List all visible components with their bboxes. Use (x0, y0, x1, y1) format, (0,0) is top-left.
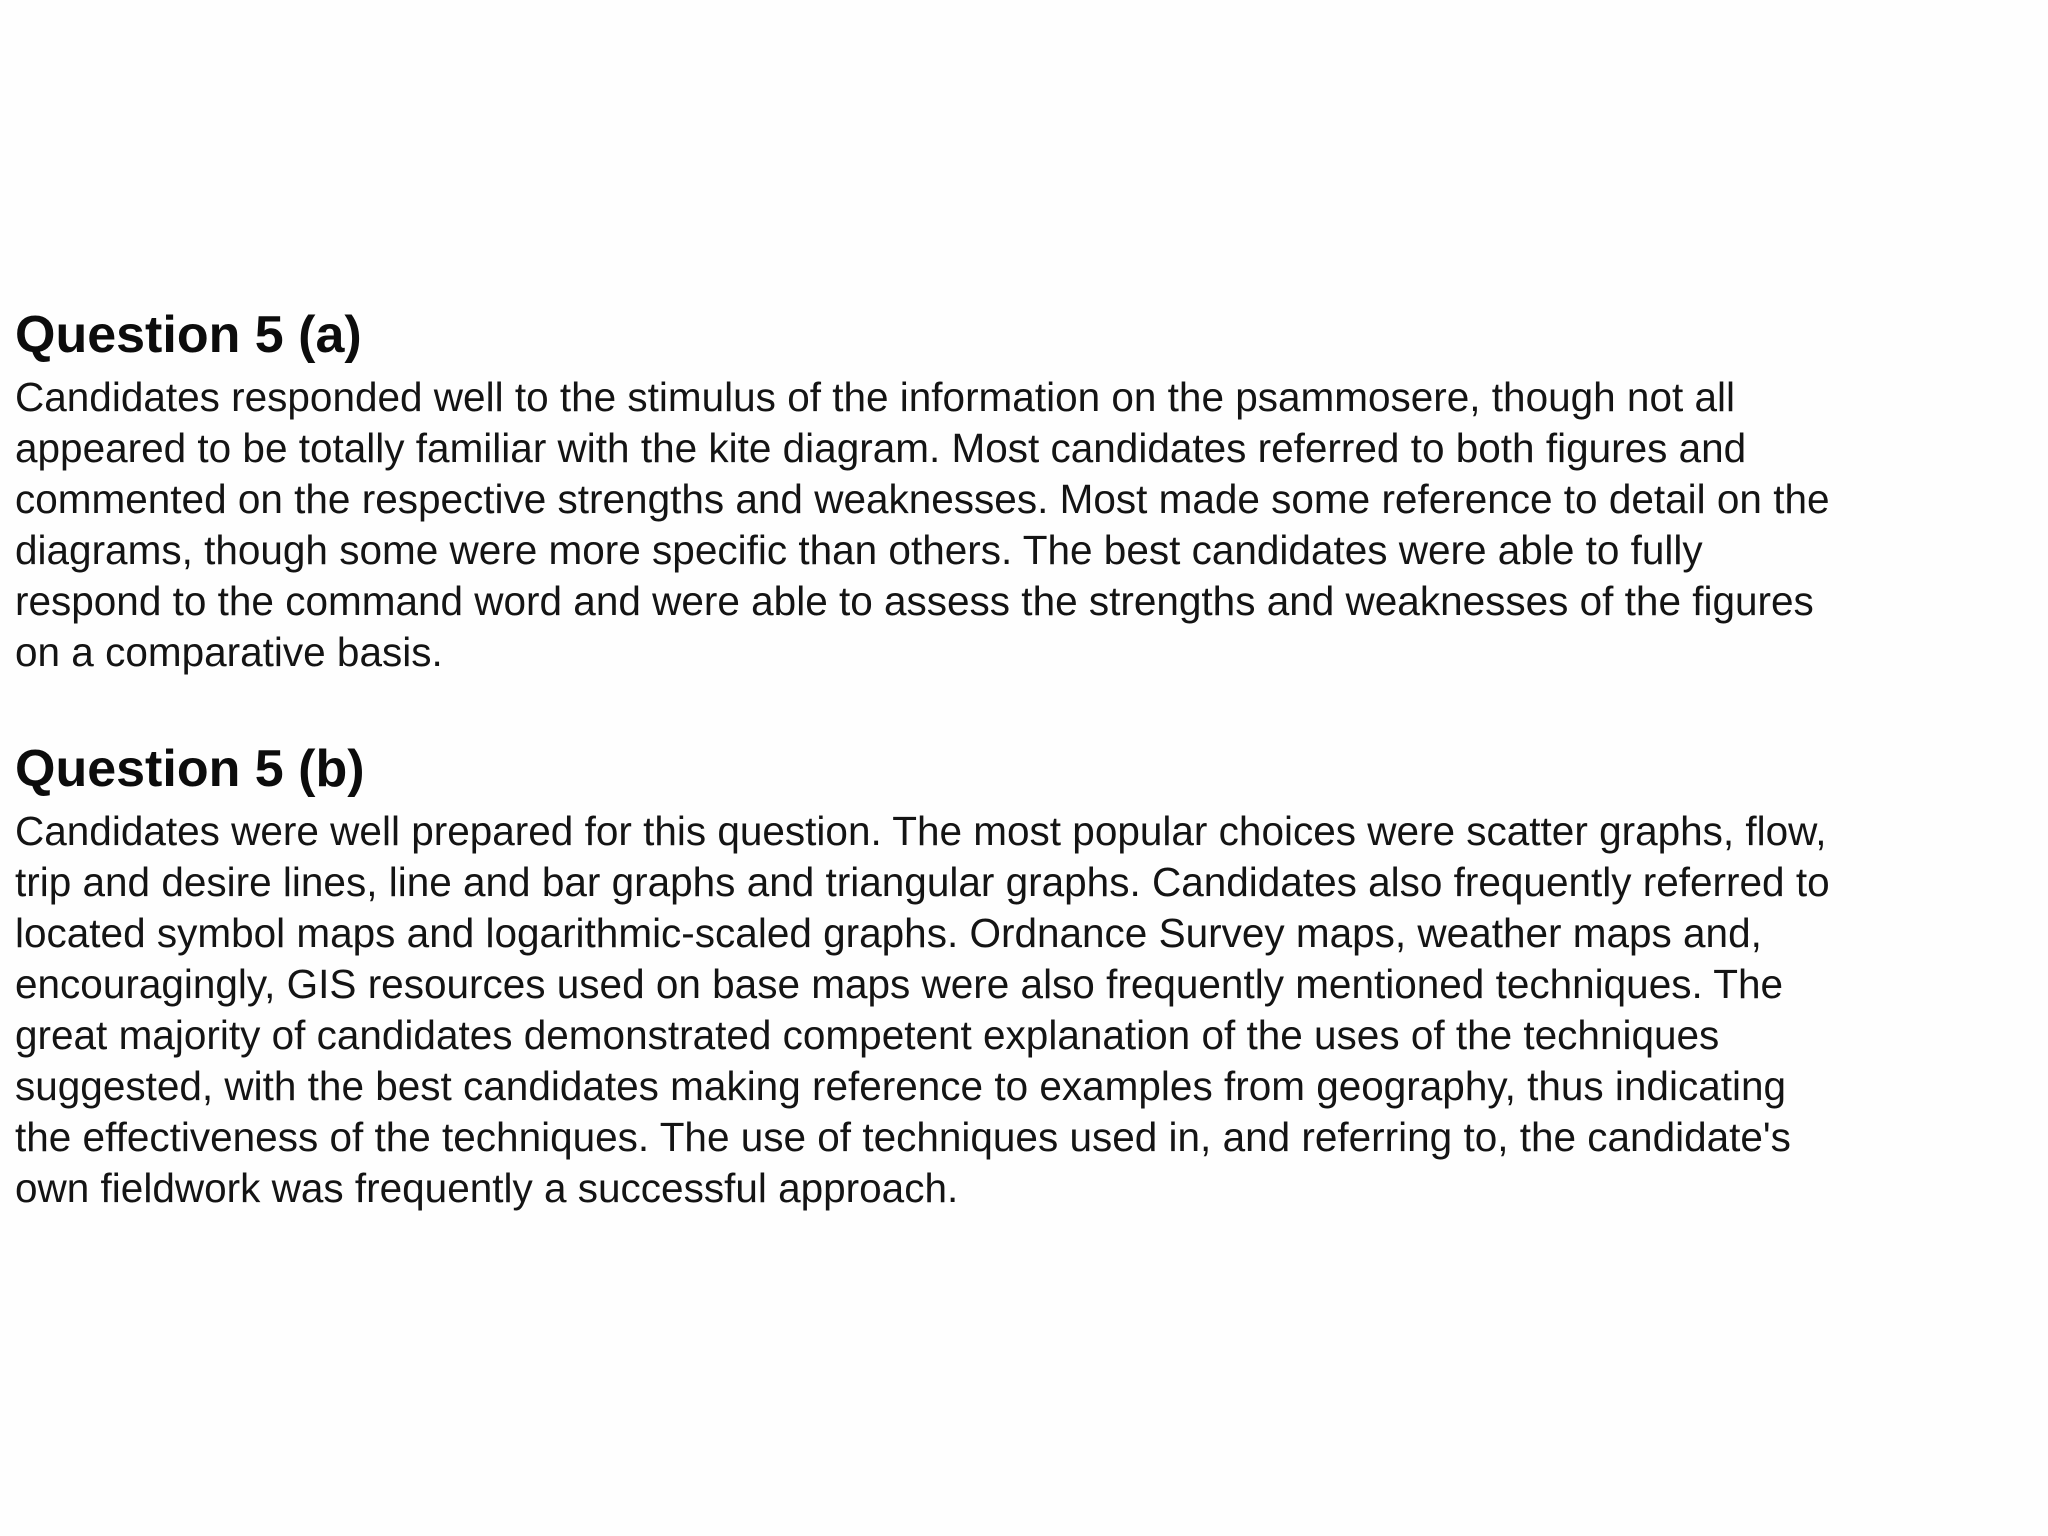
section-paragraph (15, 806, 2035, 1214)
paragraph-line: on a comparative basis. (15, 629, 443, 675)
paragraph-line: encouragingly, GIS resources used on base maps were also frequently mentioned techniques. The (15, 961, 1784, 1007)
section-paragraph (15, 372, 2035, 678)
section-heading: Question 5 (b) (15, 740, 365, 798)
paragraph-line: great majority of candidates demonstrated competent explanation of the uses of the techniques (15, 1012, 1720, 1058)
paragraph-line: appeared to be totally familiar with the kite diagram. Most candidates referred to both figures and (15, 425, 1747, 471)
paragraph-line: suggested, with the best candidates making reference to examples from geography, thus indicating (15, 1063, 1787, 1109)
paragraph-line: trip and desire lines, line and bar graphs and triangular graphs. Candidates also frequently referred to (15, 859, 1830, 905)
paragraph-line: commented on the respective strengths and weaknesses. Most made some reference to detail on the (15, 476, 1830, 522)
document-body (15, 300, 2035, 1214)
paragraph-line: the effectiveness of the techniques. The use of techniques used in, and referring to, the candidate's (15, 1114, 1791, 1160)
section-question-5b (15, 734, 2035, 1214)
section-heading: Question 5 (a) (15, 306, 362, 364)
paragraph-line: diagrams, though some were more specific than others. The best candidates were able to fully (15, 527, 1703, 573)
paragraph-line: own fieldwork was frequently a successful approach. (15, 1165, 959, 1211)
paragraph-line: Candidates were well prepared for this question. The most popular choices were scatter graphs, flow, (15, 808, 1827, 854)
section-question-5a (15, 300, 2035, 678)
paragraph-line: located symbol maps and logarithmic-scaled graphs. Ordnance Survey maps, weather maps and, (15, 910, 1762, 956)
paragraph-line: respond to the command word and were able to assess the strengths and weaknesses of the figures (15, 578, 1814, 624)
paragraph-line: Candidates responded well to the stimulus of the information on the psammosere, though not all (15, 374, 1736, 420)
